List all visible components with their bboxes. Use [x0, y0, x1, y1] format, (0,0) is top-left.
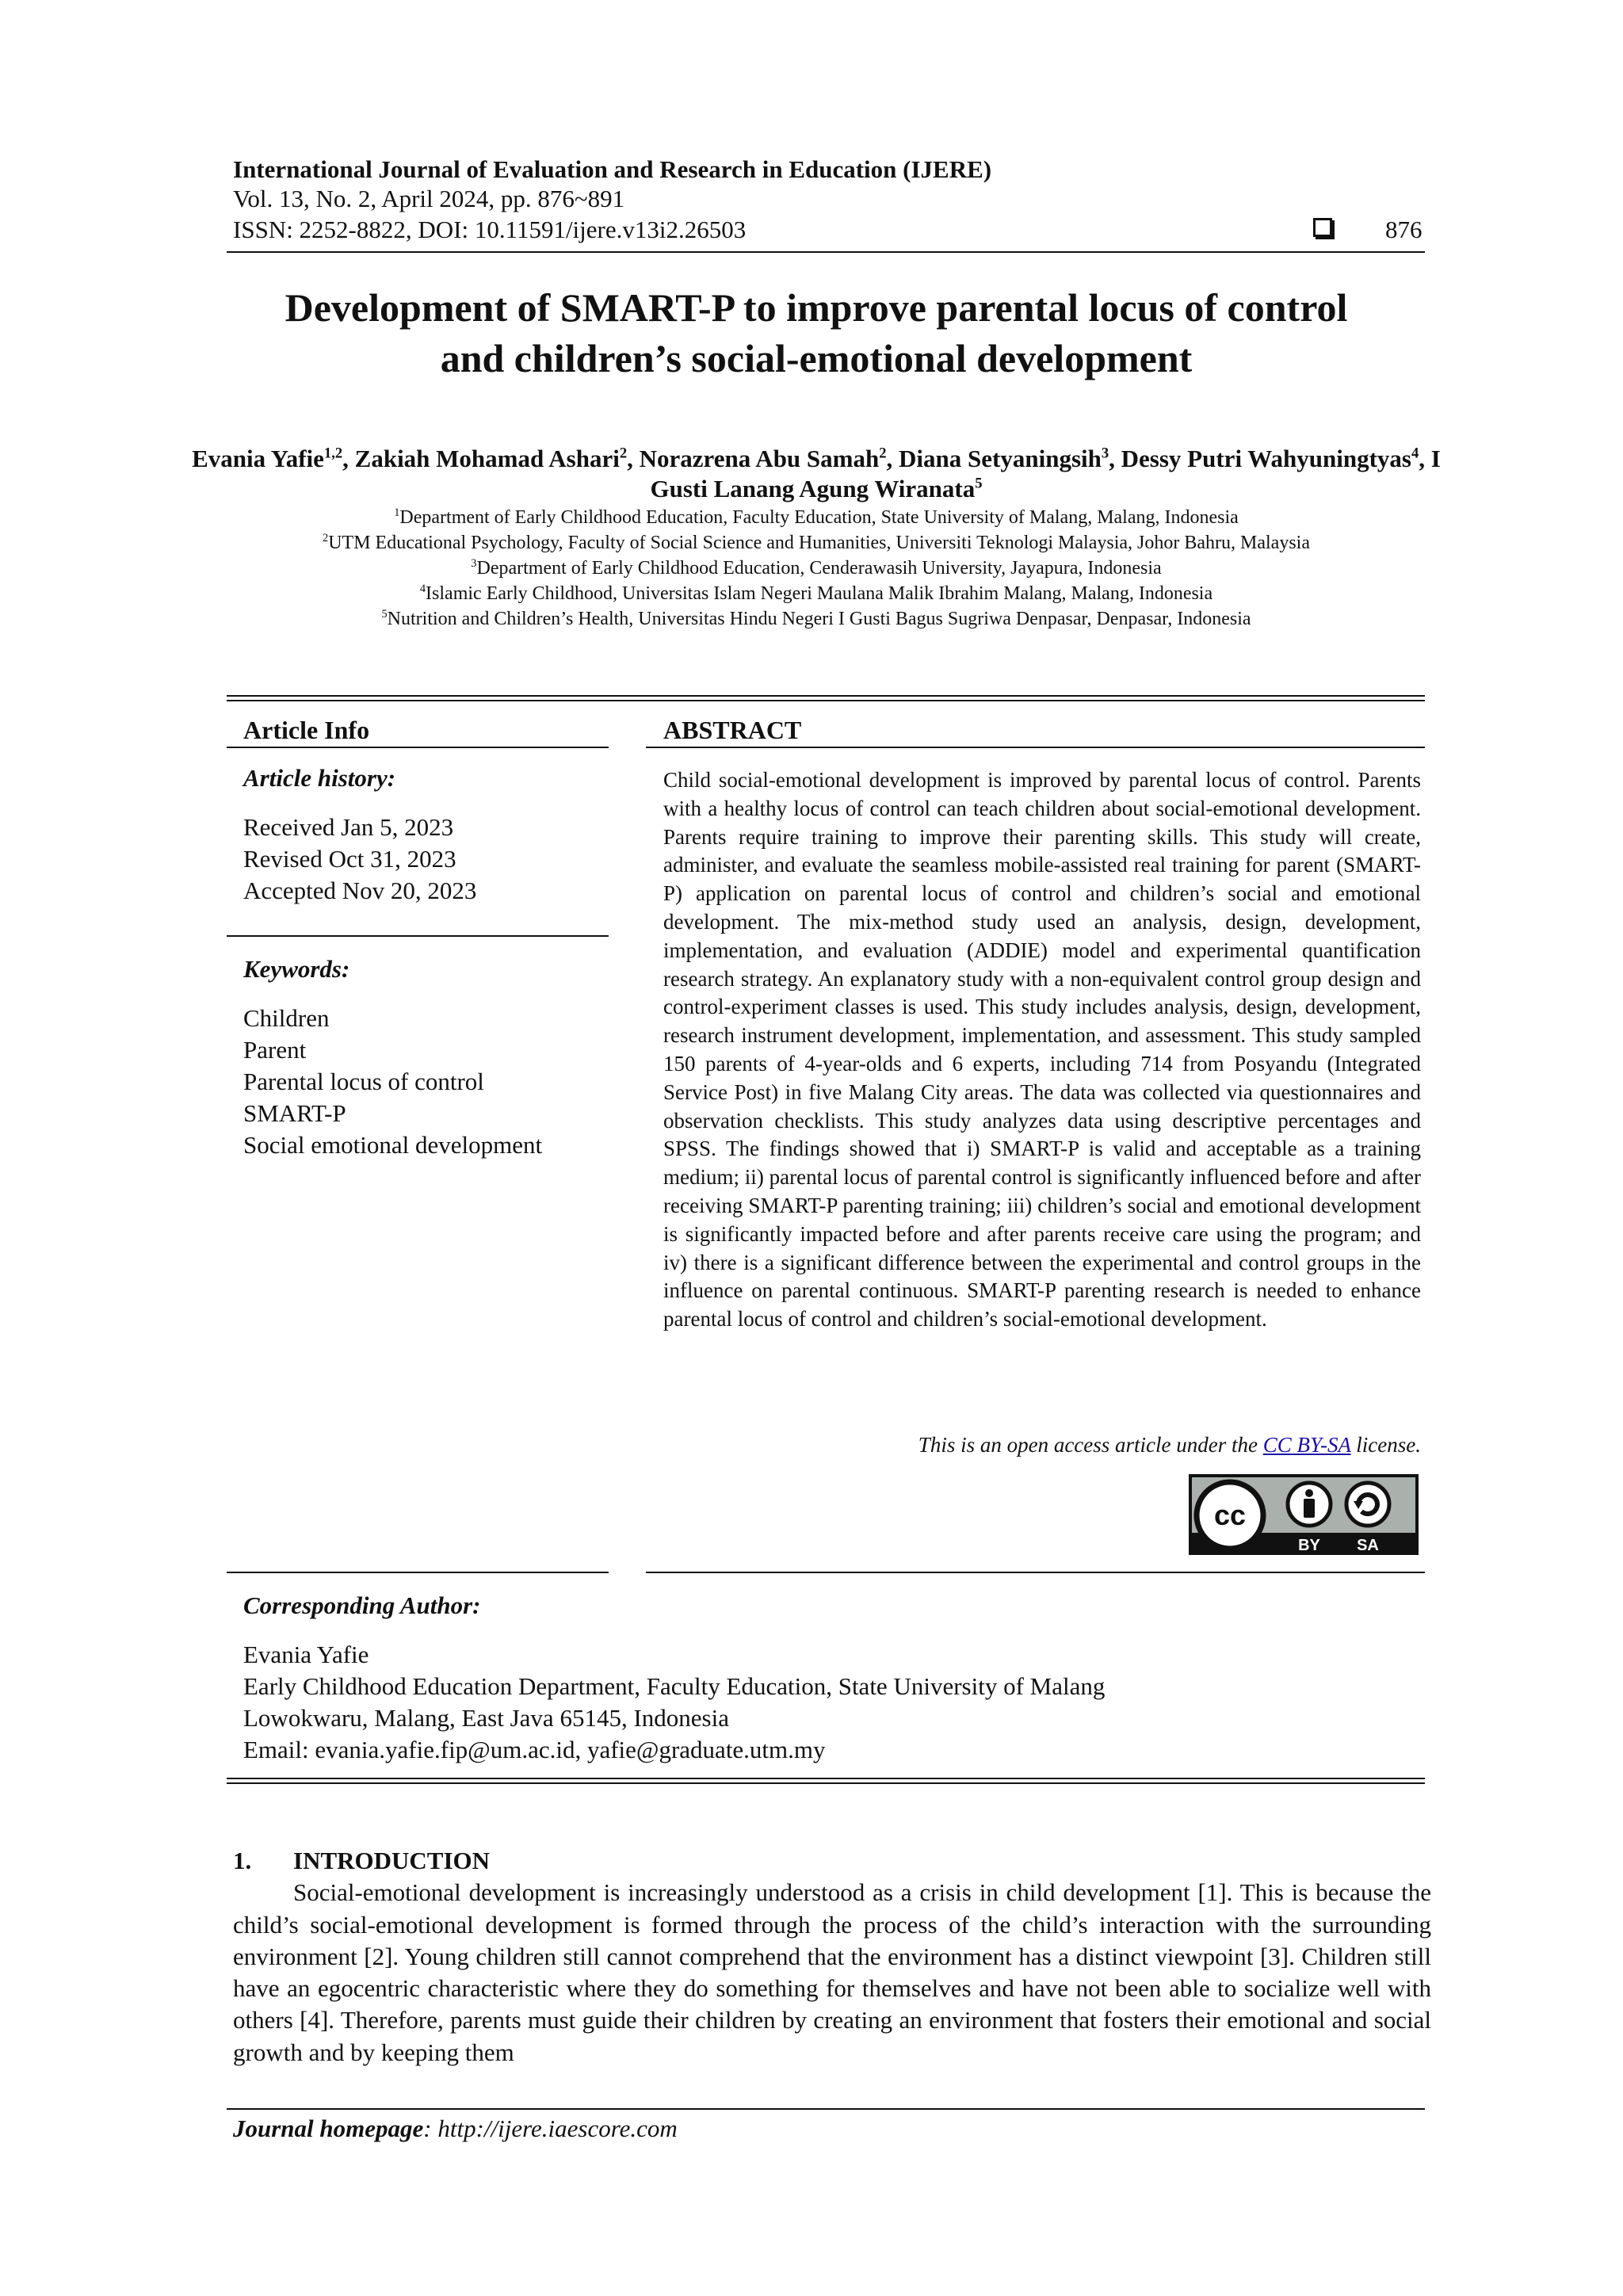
introduction-paragraph: Social-emotional development is increasingly understood as a crisis in child development [1]. This is because the child’s social-emotional development is formed through the process of the child’s interaction with the surrounding environment [2]. Young children still cannot comprehend that the environment has a distinct viewpoint [3]. Children still have an egocentric characteristic where they do something for themselves and have not been able to socialize well with others [4]. Therefore, parents must guide their children by creating an environment that fosters their emotional and social growth and by keeping them — [233, 1878, 1431, 2066]
column-rule — [646, 747, 1425, 748]
volume-info: Vol. 13, No. 2, April 2024, pp. 876~891 — [233, 185, 625, 212]
affiliation: $^3$Department of Early Childhood Education, Cenderawasih University, Jayapura, Indonesia — [471, 557, 1162, 579]
author: I Gusti Lanang Agung Wiranata$^5$ — [650, 445, 1441, 502]
revised-date: Revised Oct 31, 2023 — [243, 845, 456, 873]
cc-sa-label: SA — [1357, 1537, 1379, 1554]
info-bottom-rule — [227, 1782, 1425, 1784]
author: Norazrena Abu Samah$^2$ — [639, 445, 887, 472]
info-top-rule — [227, 695, 1425, 697]
title-line-2: and children’s social-emotional development — [440, 336, 1193, 380]
journal-name: International Journal of Evaluation and Research in Education (IJERE) — [233, 155, 992, 183]
paper-title — [190, 282, 1442, 384]
received-date: Received Jan 5, 2023 — [243, 813, 454, 841]
footer-rule — [227, 2108, 1425, 2110]
page-number: 876 — [1385, 216, 1423, 243]
affiliation: $^2$UTM Educational Psychology, Faculty of Social Science and Humanities, Universiti Teknologi Malaysia, Johor Bahru, Malaysia — [323, 532, 1310, 553]
keyword-list — [243, 1003, 542, 1161]
introduction-section — [233, 1845, 1431, 2069]
svg-text:cc: cc — [1213, 1499, 1247, 1531]
article-info-heading: Article Info — [243, 716, 370, 744]
corresponding-name: Evania Yafie — [243, 1641, 369, 1668]
section-heading: 1. INTRODUCTION — [233, 1847, 491, 1874]
title-line-1: Development of SMART-P to improve parental locus of control — [285, 285, 1348, 330]
info-bottom-rule — [227, 1778, 1425, 1779]
history-label: Article history: — [243, 764, 396, 792]
abstract-heading: ABSTRACT — [663, 716, 802, 744]
author: Zakiah Mohamad Ashari$^2$ — [354, 445, 628, 472]
corresponding-label: Corresponding Author: — [243, 1591, 481, 1619]
corresponding-dept: Early Childhood Education Department, Faculty Education, State University of Malang — [243, 1672, 1106, 1700]
affiliation: $^1$Department of Early Childhood Education, Faculty Education, State University of Malang, Malang, Indonesia — [394, 506, 1239, 528]
author-list: Evania Yafie$^{1,2}$, Zakiah Mohamad Ashari$^2$, Norazrena Abu Samah$^2$, Diana Setyaningsih$^3$, Dessy Putri Wahyuningtyas$^4$, I Gusti Lanang Agung Wiranata$^5$ — [192, 445, 1441, 502]
header-rule — [227, 251, 1425, 253]
column-rule — [646, 1572, 1425, 1573]
journal-homepage: Journal homepage: http://ijere.iaescore.com — [233, 2115, 678, 2142]
license-link[interactable]: CC BY-SA — [1262, 1433, 1351, 1457]
affiliation: $^5$Nutrition and Children’s Health, Universitas Hindu Negeri I Gusti Bagus Sugriwa Denpasar, Denpasar, Indonesia — [381, 608, 1251, 629]
accepted-date: Accepted Nov 20, 2023 — [243, 877, 477, 904]
issn-doi: ISSN: 2252-8822, DOI: 10.11591/ijere.v13i2.26503 — [233, 216, 747, 243]
info-top-rule — [227, 700, 1425, 701]
cc-by-sa-icon — [1189, 1474, 1419, 1555]
homepage-url: : http://ijere.iaescore.com — [423, 2115, 678, 2142]
column-rule — [227, 935, 609, 937]
keyword: Children — [243, 1004, 330, 1032]
affiliation: $^4$Islamic Early Childhood, Universitas Islam Negeri Maulana Malik Ibrahim Malang, Malang, Indonesia — [419, 583, 1213, 604]
author: Diana Setyaningsih$^3$ — [899, 445, 1109, 472]
page-box-icon — [1313, 218, 1332, 237]
history-list — [243, 812, 476, 907]
keyword: Social emotional development — [243, 1131, 543, 1159]
corresponding-email: Email: evania.yafie.fip@um.ac.id, yafie@graduate.utm.my — [243, 1736, 826, 1763]
author: Evania Yafie$^{1,2}$ — [192, 445, 343, 472]
author: Dessy Putri Wahyuningtyas$^4$ — [1121, 445, 1419, 472]
cc-by-label: BY — [1298, 1537, 1320, 1554]
corresponding-details — [243, 1639, 1105, 1766]
keyword: SMART-P — [243, 1099, 346, 1127]
open-access-note: This is an open access article under the CC BY-SA license. — [918, 1433, 1421, 1457]
corresponding-address: Lowokwaru, Malang, East Java 65145, Indonesia — [243, 1704, 729, 1732]
keywords-label: Keywords: — [243, 955, 350, 983]
keyword: Parent — [243, 1036, 307, 1064]
keyword: Parental locus of control — [243, 1068, 484, 1095]
column-rule — [227, 747, 609, 748]
column-rule — [227, 1572, 609, 1573]
abstract-text: Child social-emotional development is improved by parental locus of control. Parents with a healthy locus of control can teach children about social-emotional development. Parents require training to improve their parenting skills. This study will create, administer, and evaluate the seamless mobile-assisted real training for parent (SMART-P) application on parental locus of control and children’s social and emotional development. The mix-method study used an analysis, design, development, implementation, and evaluation (ADDIE) model and experimental quantification research strategy. An explanatory study with a non-equivalent control group design and control-experiment classes is used. This study includes analysis, design, development, research instrument development, implementation, and assessment. This study sampled 150 parents of 4-year-olds and 6 experts, including 714 from Posyandu (Integrated Service Post) in five Malang City areas. The data was collected via questionnaires and observation checklists. This study analyzes data using descriptive percentages and SPSS. The findings showed that i) SMART-P is valid and acceptable as a training medium; ii) parental locus of parental control is significantly influenced before and after receiving SMART-P parenting training; iii) children’s social and emotional development is significantly impacted before and after parents receive care using the program; and iv) there is a significant difference between the experimental and control groups in the influence on parental continuous. SMART-P parenting research is needed to enhance parental locus of control and children’s social-emotional development. — [663, 768, 1421, 1331]
